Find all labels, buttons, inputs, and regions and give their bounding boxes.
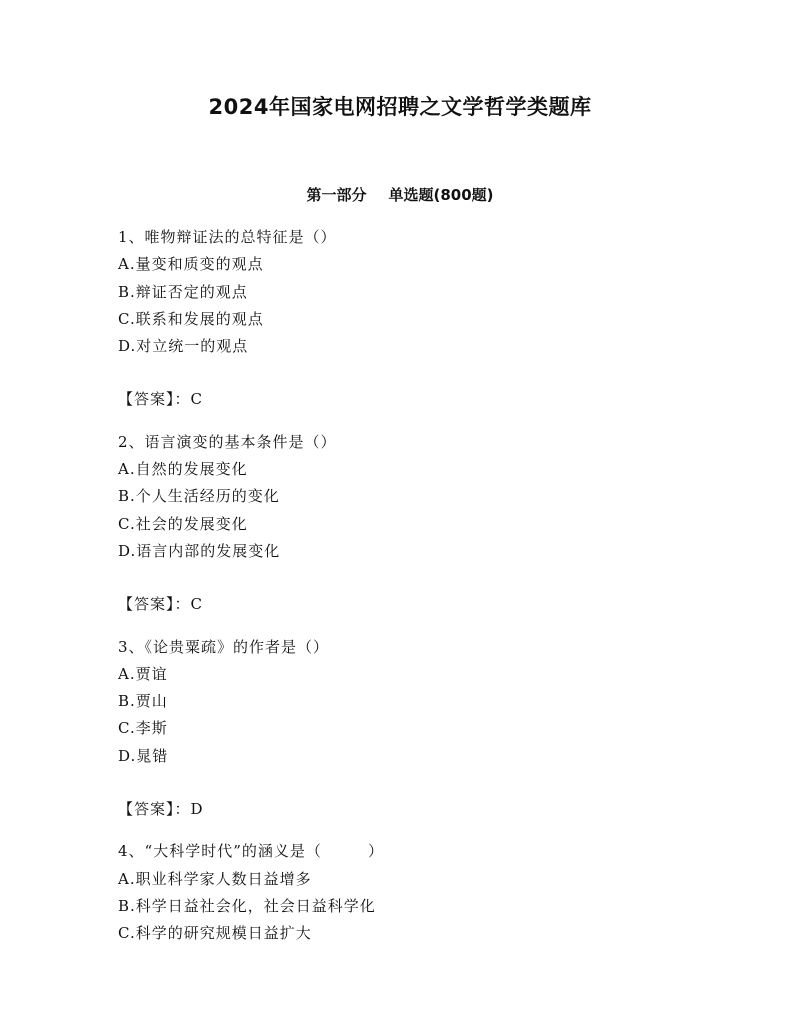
- answer-label: 【答案】：: [118, 390, 191, 409]
- question-1: [118, 224, 738, 414]
- section-part: 第一部分: [306, 186, 367, 204]
- answer-value: C: [190, 390, 202, 409]
- answer-label: 【答案】：: [118, 595, 191, 614]
- question-3: [118, 634, 738, 824]
- option-a: A.自然的发展变化: [118, 460, 248, 479]
- section-heading: [0, 183, 800, 207]
- option-c: C.李斯: [118, 719, 168, 738]
- option-c: C.联系和发展的观点: [118, 309, 264, 328]
- question-stem: 3、《论贵粟疏》的作者是（）: [118, 637, 330, 656]
- answer-line: [118, 591, 738, 618]
- answer-line: [118, 386, 738, 413]
- question-2: [118, 429, 738, 619]
- option-d: D.对立统一的观点: [118, 337, 249, 356]
- question-stem: 2、语言演变的基本条件是（）: [118, 432, 337, 451]
- option-a: A.职业科学家人数日益增多: [118, 869, 312, 888]
- question-list: [118, 224, 738, 948]
- answer-value: C: [190, 595, 202, 614]
- question-stem: 4、“大科学时代”的涵义是（ ）: [118, 842, 385, 861]
- answer-label: 【答案】：: [118, 800, 191, 819]
- option-d: D.语言内部的发展变化: [118, 541, 281, 560]
- section-name: 单选题(800题): [388, 186, 494, 204]
- question-stem: 1、唯物辩证法的总特征是（）: [118, 228, 337, 246]
- option-b: B.个人生活经历的变化: [118, 487, 280, 506]
- answer-line: [118, 796, 738, 823]
- answer-value: D: [190, 800, 203, 819]
- option-c: C.科学的研究规模日益扩大: [118, 924, 312, 943]
- option-b: B.科学日益社会化，社会日益科学化: [118, 896, 376, 915]
- option-c: C.社会的发展变化: [118, 514, 248, 533]
- option-a: A.贾谊: [118, 664, 168, 683]
- option-a: A.量变和质变的观点: [118, 255, 264, 274]
- option-d: D.晁错: [118, 746, 169, 765]
- option-b: B.辩证否定的观点: [118, 282, 248, 301]
- question-4: [118, 838, 738, 947]
- document-title: 2024年国家电网招聘之文学哲学类题库: [208, 95, 592, 119]
- option-b: B.贾山: [118, 692, 168, 711]
